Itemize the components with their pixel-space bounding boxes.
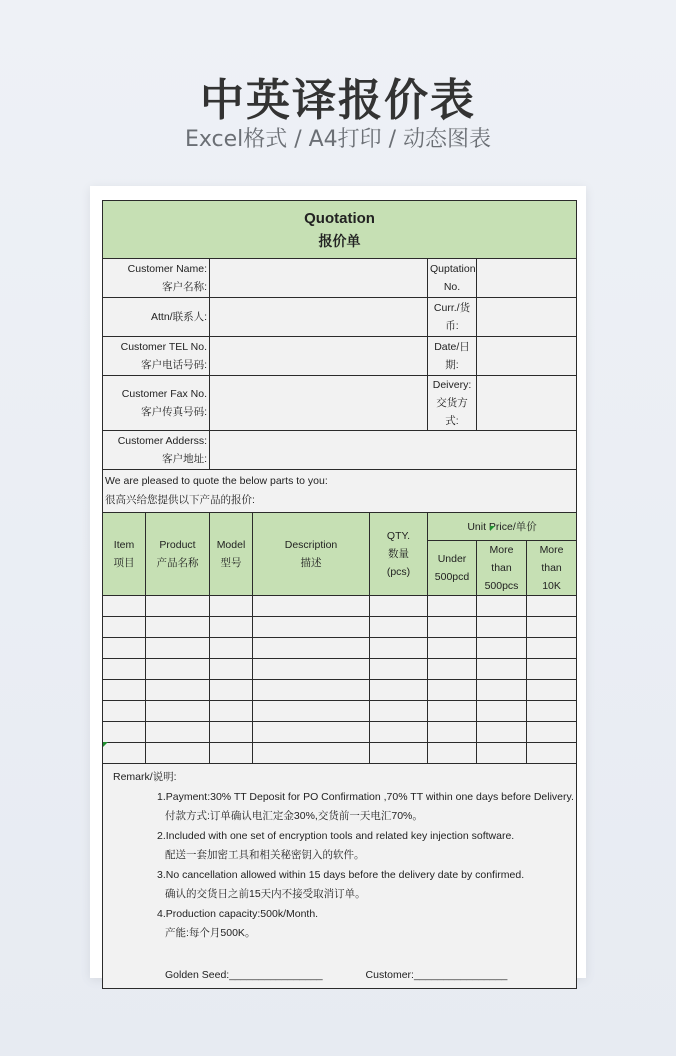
table-cell[interactable] [370,596,428,617]
table-cell[interactable] [210,680,253,701]
table-cell[interactable] [477,596,527,617]
table-cell[interactable] [370,701,428,722]
col-header-more-10k: More than 10K [527,541,577,596]
table-cell[interactable] [477,680,527,701]
customer-name-label: Customer Name: 客户名称: [103,259,210,298]
col-header-description: Description 描述 [253,513,370,596]
quotation-no-label: Quptation No. [428,259,477,298]
currency-value[interactable] [477,298,577,337]
col-header-product: Product 产品名称 [146,513,210,596]
table-cell[interactable] [527,638,577,659]
table-row [103,617,577,638]
table-row [103,722,577,743]
table-cell[interactable] [103,743,146,764]
table-cell[interactable] [428,617,477,638]
table-cell[interactable] [370,638,428,659]
table-cell[interactable] [527,680,577,701]
cell-comment-marker [490,526,495,531]
table-cell[interactable] [477,638,527,659]
table-cell[interactable] [146,659,210,680]
table-cell[interactable] [103,701,146,722]
col-header-unit-price: Unit Price/单价 [428,513,577,541]
col-header-model: Model 型号 [210,513,253,596]
table-cell[interactable] [253,680,370,701]
table-cell[interactable] [370,743,428,764]
cell-comment-marker [103,742,108,747]
table-cell[interactable] [146,617,210,638]
remarks-heading: Remark/说明: [113,771,177,783]
table-cell[interactable] [146,638,210,659]
table-cell[interactable] [527,596,577,617]
remark-line: 产能:每个月500K。 [165,927,256,939]
quotation-no-value[interactable] [477,259,577,298]
remark-line: 1.Payment:30% TT Deposit for PO Confirmation ,70% TT within one days before Delivery. [157,790,574,803]
table-cell[interactable] [210,617,253,638]
table-cell[interactable] [253,743,370,764]
table-cell[interactable] [253,722,370,743]
table-row [103,701,577,722]
delivery-label: Deivery: 交货方式: [428,376,477,431]
table-cell[interactable] [370,659,428,680]
delivery-value[interactable] [477,376,577,431]
page-title: 中英译报价表 [200,75,476,126]
table-cell[interactable] [146,701,210,722]
remark-line: 3.No cancellation allowed within 15 days before the delivery date by confirmed. [157,868,525,881]
table-cell[interactable] [103,596,146,617]
table-cell[interactable] [527,722,577,743]
table-cell[interactable] [428,638,477,659]
signature-seller[interactable]: Golden Seed:________________ [165,968,323,981]
table-row [103,743,577,764]
table-cell[interactable] [210,638,253,659]
quotation-table [102,200,577,989]
signature-customer[interactable]: Customer:________________ [365,968,508,981]
remark-line: 4.Production capacity:500k/Month. [157,907,319,920]
remarks-cell [103,764,577,989]
table-cell[interactable] [210,722,253,743]
table-row [103,680,577,701]
table-cell[interactable] [370,722,428,743]
customer-address-label: Customer Adderss: 客户地址: [103,431,210,470]
table-cell[interactable] [428,596,477,617]
table-row [103,596,577,617]
currency-label: Curr./货币: [428,298,477,337]
customer-fax-label: Customer Fax No. 客户传真号码: [103,376,210,431]
table-cell[interactable] [146,680,210,701]
col-header-under-500: Under 500pcd [428,541,477,596]
table-cell[interactable] [370,617,428,638]
quotation-title-cell [103,201,577,259]
attn-value[interactable] [210,298,428,337]
table-cell[interactable] [210,701,253,722]
date-value[interactable] [477,337,577,376]
table-cell[interactable] [428,743,477,764]
table-cell[interactable] [146,743,210,764]
greeting-cn: 很高兴给您提供以下产品的报价: [105,494,255,506]
table-cell[interactable] [527,743,577,764]
quotation-title-cn: 报价单 [318,232,361,249]
table-cell[interactable] [370,680,428,701]
greeting-cell [103,470,577,513]
table-cell[interactable] [253,638,370,659]
table-cell[interactable] [103,722,146,743]
table-cell[interactable] [103,659,146,680]
attn-label: Attn/联系人: [103,298,210,337]
table-cell[interactable] [477,617,527,638]
quotation-sheet [90,186,586,981]
table-cell[interactable] [428,701,477,722]
table-cell[interactable] [428,659,477,680]
table-cell[interactable] [477,743,527,764]
customer-tel-value[interactable] [210,337,428,376]
table-cell[interactable] [103,617,146,638]
table-cell[interactable] [527,701,577,722]
remark-line: 2.Included with one set of encryption tools and related key injection software. [157,829,515,842]
table-row [103,659,577,680]
table-cell[interactable] [253,659,370,680]
table-cell[interactable] [477,659,527,680]
table-cell[interactable] [477,701,527,722]
date-label: Date/日期: [428,337,477,376]
table-cell[interactable] [253,596,370,617]
table-cell[interactable] [477,722,527,743]
remark-line: 付款方式:订单确认电汇定金30%,交货前一天电汇70%。 [165,810,423,822]
table-cell[interactable] [428,722,477,743]
table-cell[interactable] [146,722,210,743]
remark-line: 确认的交货日之前15天内不接受取消订单。 [165,888,366,900]
table-cell[interactable] [527,659,577,680]
page-subtitle: Excel格式 / A4打印 / 动态图表 [184,127,492,152]
customer-address-value[interactable] [210,431,577,470]
customer-name-value[interactable] [210,259,428,298]
remark-line: 配送一套加密工具和相关秘密钥入的软件。 [165,849,365,861]
signature-row [113,966,566,984]
table-cell[interactable] [210,596,253,617]
table-cell[interactable] [428,680,477,701]
col-header-item: Item 项目 [103,513,146,596]
table-cell[interactable] [146,596,210,617]
table-cell[interactable] [210,743,253,764]
table-cell[interactable] [103,680,146,701]
table-cell[interactable] [210,659,253,680]
table-cell[interactable] [527,617,577,638]
customer-fax-value[interactable] [210,376,428,431]
col-header-more-500: More than 500pcs [477,541,527,596]
col-header-qty: QTY. 数量 (pcs) [370,513,428,596]
table-cell[interactable] [253,701,370,722]
greeting-en: We are pleased to quote the below parts to you: [105,475,328,487]
table-cell[interactable] [253,617,370,638]
table-cell[interactable] [103,638,146,659]
customer-tel-label: Customer TEL No. 客户电话号码: [103,337,210,376]
table-row [103,638,577,659]
quotation-title-en: Quotation [304,209,375,227]
